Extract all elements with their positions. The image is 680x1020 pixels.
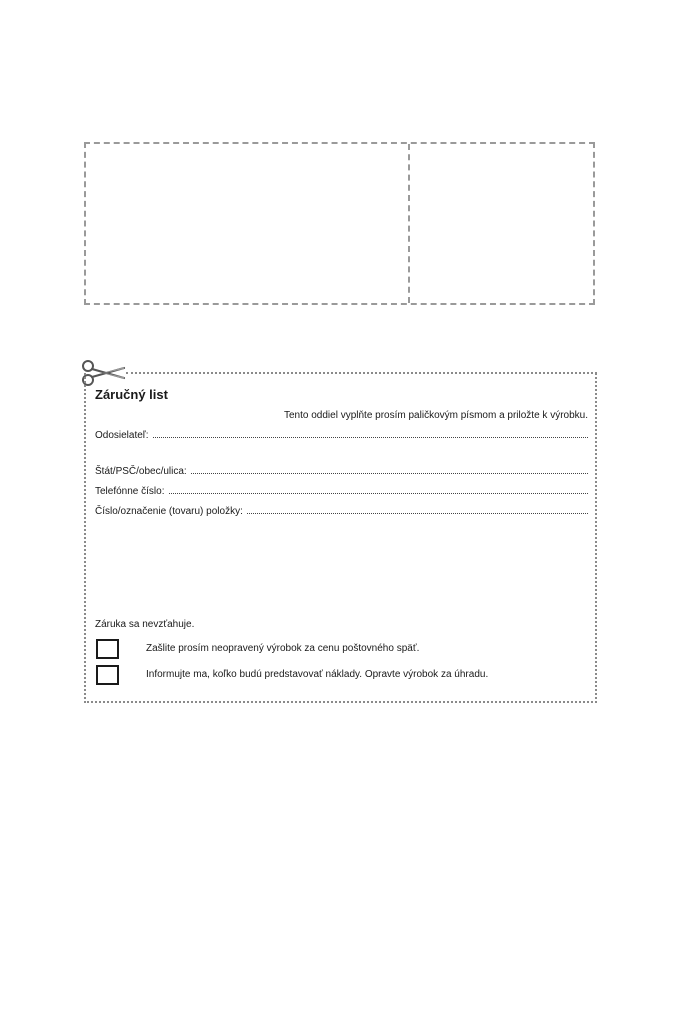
phone-label: Telefónne číslo: bbox=[95, 486, 165, 497]
address-box bbox=[84, 142, 595, 305]
inform-cost-checkbox[interactable] bbox=[96, 665, 119, 685]
item-number-label: Číslo/označenie (tovaru) položky: bbox=[95, 506, 243, 517]
form-instruction: Tento oddiel vyplňte prosím paličkovým písmom a priložte k výrobku. bbox=[283, 410, 588, 421]
sender-field[interactable] bbox=[95, 427, 588, 441]
item-number-input-line[interactable] bbox=[247, 513, 588, 514]
sender-input-line[interactable] bbox=[153, 437, 588, 438]
phone-input-line[interactable] bbox=[169, 493, 589, 494]
item-number-field[interactable] bbox=[95, 503, 588, 517]
warranty-note: Záruka sa nevzťahuje. bbox=[95, 619, 195, 630]
address-field[interactable] bbox=[95, 463, 588, 477]
inform-cost-label: Informujte ma, koľko budú predstavovať náklady. Opravte výrobok za úhradu. bbox=[146, 669, 489, 680]
return-unrepaired-checkbox[interactable] bbox=[96, 639, 119, 659]
address-label: Štát/PSČ/obec/ulica: bbox=[95, 466, 187, 477]
address-input-line[interactable] bbox=[191, 473, 588, 474]
return-unrepaired-label: Zašlite prosím neopravený výrobok za cenu poštovného späť. bbox=[146, 643, 420, 654]
form-title: Záručný list bbox=[95, 387, 168, 402]
sender-label: Odosielateľ: bbox=[95, 430, 149, 441]
phone-field[interactable] bbox=[95, 483, 588, 497]
address-box-divider bbox=[408, 144, 410, 303]
